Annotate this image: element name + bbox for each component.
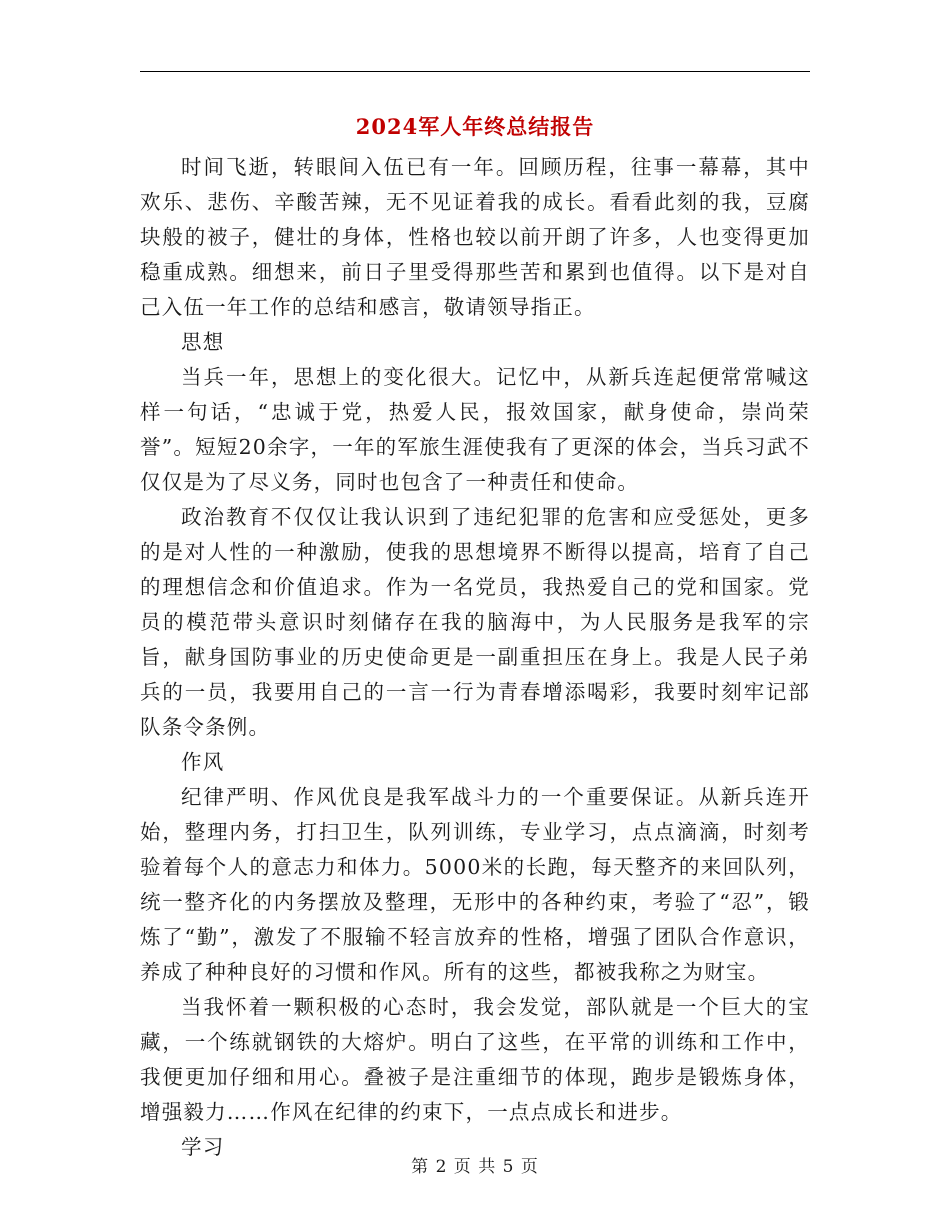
document-title: 2024军人年终总结报告 xyxy=(355,114,595,139)
section-heading-study: 学习 xyxy=(181,1135,225,1159)
body-paragraph: 当我怀着一颗积极的心态时，我会发觉，部队就是一个巨大的宝藏，一个练就钢铁的大熔炉。明白了这些，在平常的训练和工作中，我便更加仔细和用心。叠被子是注重细节的体现，跑步是锻炼身体，增强毅力……作风在纪律的约束下，一点点成长和进步。 xyxy=(140,995,810,1124)
document-body xyxy=(140,150,810,1165)
body-paragraph: 当兵一年，思想上的变化很大。记忆中，从新兵连起便常常喊这样一句话，“忠诚于党，热爱人民，报效国家，献身使命，崇尚荣誉”。短短20余字，一年的军旅生涯使我有了更深的体会，当兵习武不仅仅是为了尽义务，同时也包含了一种责任和使命。 xyxy=(140,365,810,494)
body-paragraph: 政治教育不仅仅让我认识到了违纪犯罪的危害和应受惩处，更多的是对人性的一种激励，使我的思想境界不断得以提高，培育了自己的理想信念和价值追求。作为一名党员，我热爱自己的党和国家。党员的模范带头意识时刻储存在我的脑海中，为人民服务是我军的宗旨，献身国防事业的历史使命更是一副重担压在身上。我是人民子弟兵的一员，我要用自己的一言一行为青春增添喝彩，我要时刻牢记部队条令条例。 xyxy=(140,505,810,739)
section-heading-style: 作风 xyxy=(181,750,225,774)
header-rule xyxy=(140,71,810,72)
section-heading-thought: 思想 xyxy=(181,330,225,354)
body-paragraph: 时间飞逝，转眼间入伍已有一年。回顾历程，往事一幕幕，其中欢乐、悲伤、辛酸苦辣，无不见证着我的成长。看看此刻的我，豆腐块般的被子，健壮的身体，性格也较以前开朗了许多，人也变得更加稳重成熟。细想来，前日子里受得那些苦和累到也值得。以下是对自己入伍一年工作的总结和感言，敬请领导指正。 xyxy=(140,155,810,319)
body-paragraph: 纪律严明、作风优良是我军战斗力的一个重要保证。从新兵连开始，整理内务，打扫卫生，队列训练，专业学习，点点滴滴，时刻考验着每个人的意志力和体力。5000米的长跑，每天整齐的来回队列，统一整齐化的内务摆放及整理，无形中的各种约束，考验了“忍”，锻炼了“勤”，激发了不服输不轻言放弃的性格，增强了团队合作意识，养成了种种良好的习惯和作风。所有的这些，都被我称之为财宝。 xyxy=(140,785,810,984)
page-number: 第 2 页 共 5 页 xyxy=(411,1157,539,1177)
